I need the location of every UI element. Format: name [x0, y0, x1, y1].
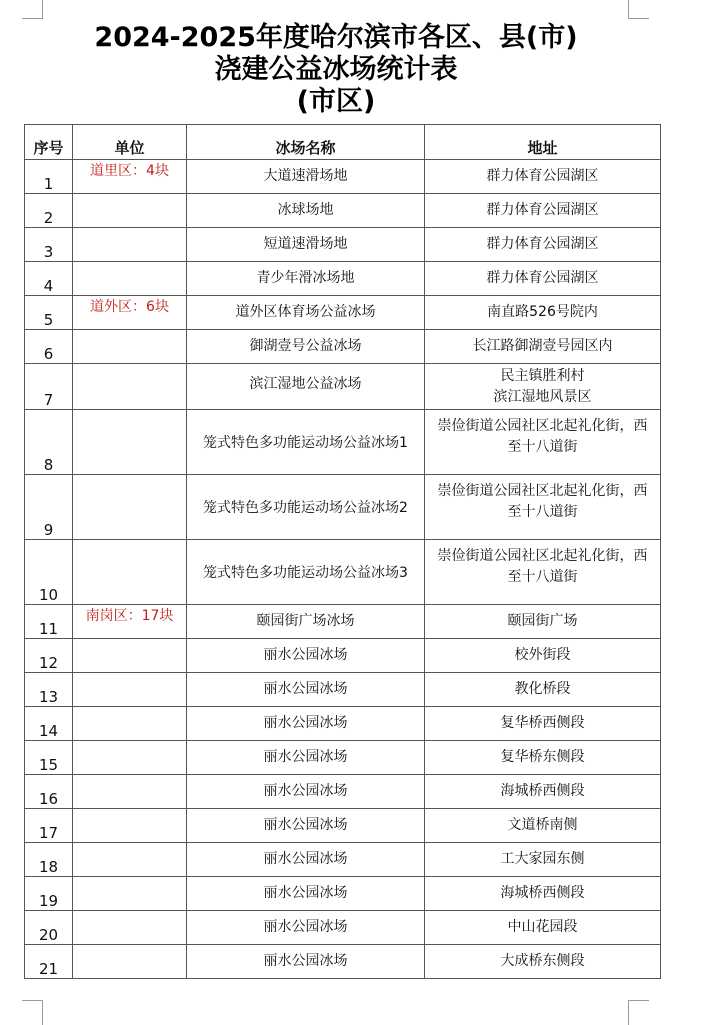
row-unit [73, 945, 187, 979]
table-row [25, 605, 661, 639]
table-row [25, 877, 661, 911]
header-unit: 单位 [73, 125, 187, 160]
row-address [425, 475, 661, 540]
table-row [25, 540, 661, 605]
row-serial-number: 17 [25, 809, 73, 843]
row-unit [73, 540, 187, 605]
row-address [425, 809, 661, 843]
crop-mark-top-right [628, 0, 649, 19]
row-address [425, 605, 661, 639]
address-line: 大成桥东侧段 [500, 953, 585, 969]
row-unit [73, 843, 187, 877]
row-serial-number: 20 [25, 911, 73, 945]
address-line: 至十八道街 [507, 439, 578, 455]
row-rink-name: 丽水公园冰场 [187, 707, 425, 741]
row-serial-number: 3 [25, 228, 73, 262]
table-row [25, 330, 661, 364]
address-line: 崇俭街道公园社区北起礼化街，西 [437, 418, 648, 434]
row-address [425, 540, 661, 605]
title-line-3: (市区) [296, 86, 376, 117]
row-unit: 道外区：6块 [73, 296, 187, 330]
row-address [425, 673, 661, 707]
row-unit [73, 475, 187, 540]
row-address [425, 228, 661, 262]
row-address [425, 296, 661, 330]
address-line: 群力体育公园湖区 [486, 270, 599, 286]
row-rink-name: 冰球场地 [187, 194, 425, 228]
row-serial-number: 9 [25, 475, 73, 540]
row-serial-number: 8 [25, 410, 73, 475]
row-rink-name: 青少年滑冰场地 [187, 262, 425, 296]
row-unit [73, 194, 187, 228]
address-line: 群力体育公园湖区 [486, 168, 599, 184]
table-row [25, 228, 661, 262]
row-unit: 南岗区：17块 [73, 605, 187, 639]
row-rink-name: 短道速滑场地 [187, 228, 425, 262]
crop-mark-bottom-left [22, 1000, 43, 1025]
row-rink-name: 丽水公园冰场 [187, 673, 425, 707]
table-body [25, 160, 661, 979]
row-rink-name: 笼式特色多功能运动场公益冰场3 [187, 540, 425, 605]
row-serial-number: 11 [25, 605, 73, 639]
address-line: 滨江湿地风景区 [493, 388, 592, 405]
row-unit [73, 877, 187, 911]
row-serial-number: 13 [25, 673, 73, 707]
row-rink-name: 丽水公园冰场 [187, 775, 425, 809]
row-unit [73, 775, 187, 809]
address-line: 崇俭街道公园社区北起礼化街，西 [437, 548, 648, 564]
row-address [425, 775, 661, 809]
address-line: 颐园街广场 [507, 613, 578, 629]
table-row [25, 673, 661, 707]
row-unit [73, 673, 187, 707]
row-unit [73, 911, 187, 945]
row-address [425, 843, 661, 877]
address-line: 至十八道街 [507, 504, 578, 520]
table-row [25, 296, 661, 330]
row-serial-number: 6 [25, 330, 73, 364]
address-line: 南直路526号院内 [487, 304, 598, 320]
row-rink-name: 御湖壹号公益冰场 [187, 330, 425, 364]
row-unit [73, 364, 187, 410]
row-rink-name: 大道速滑场地 [187, 160, 425, 194]
address-line: 海城桥西侧段 [500, 885, 585, 901]
address-line: 至十八道街 [507, 569, 578, 585]
title-line-1: 2024-2025年度哈尔滨市各区、县(市) [94, 22, 578, 53]
row-rink-name: 丽水公园冰场 [187, 639, 425, 673]
row-address [425, 160, 661, 194]
address-line: 校外街段 [514, 647, 571, 663]
row-serial-number: 18 [25, 843, 73, 877]
address-line: 民主镇胜利村 [500, 367, 585, 384]
row-serial-number: 7 [25, 364, 73, 410]
row-serial-number: 15 [25, 741, 73, 775]
row-address [425, 639, 661, 673]
row-rink-name: 道外区体育场公益冰场 [187, 296, 425, 330]
table-row [25, 843, 661, 877]
header-address: 地址 [425, 125, 661, 160]
table-row [25, 809, 661, 843]
table-header-row [25, 125, 661, 160]
address-line: 群力体育公园湖区 [486, 202, 599, 218]
row-rink-name: 丽水公园冰场 [187, 877, 425, 911]
table-row [25, 945, 661, 979]
crop-mark-bottom-right [628, 1000, 649, 1025]
row-rink-name: 滨江湿地公益冰场 [187, 364, 425, 410]
table-row [25, 364, 661, 410]
address-line: 长江路御湖壹号园区内 [472, 338, 613, 354]
title-line-2: 浇建公益冰场统计表 [214, 54, 458, 85]
row-rink-name: 笼式特色多功能运动场公益冰场1 [187, 410, 425, 475]
row-rink-name: 丽水公园冰场 [187, 945, 425, 979]
row-serial-number: 14 [25, 707, 73, 741]
table-row [25, 707, 661, 741]
table-row [25, 911, 661, 945]
row-serial-number: 16 [25, 775, 73, 809]
address-line: 海城桥西侧段 [500, 783, 585, 799]
address-line: 工大家园东侧 [500, 851, 585, 867]
crop-mark-top-left [22, 0, 43, 19]
address-line: 教化桥段 [514, 681, 571, 697]
table-row [25, 262, 661, 296]
row-serial-number: 5 [25, 296, 73, 330]
row-unit [73, 330, 187, 364]
row-address [425, 877, 661, 911]
address-line: 崇俭街道公园社区北起礼化街，西 [437, 483, 648, 499]
row-address [425, 707, 661, 741]
row-unit [73, 262, 187, 296]
row-address [425, 945, 661, 979]
row-unit [73, 639, 187, 673]
document-title [0, 22, 672, 118]
row-unit [73, 228, 187, 262]
row-address [425, 330, 661, 364]
table-row [25, 775, 661, 809]
row-serial-number: 1 [25, 160, 73, 194]
row-address [425, 194, 661, 228]
ice-rink-table [24, 124, 661, 979]
row-unit [73, 741, 187, 775]
row-serial-number: 2 [25, 194, 73, 228]
row-address [425, 364, 661, 410]
row-unit: 道里区：4块 [73, 160, 187, 194]
row-unit [73, 809, 187, 843]
row-serial-number: 19 [25, 877, 73, 911]
row-serial-number: 10 [25, 540, 73, 605]
row-address [425, 410, 661, 475]
row-address [425, 911, 661, 945]
row-rink-name: 笼式特色多功能运动场公益冰场2 [187, 475, 425, 540]
table-row [25, 160, 661, 194]
row-address [425, 262, 661, 296]
row-unit [73, 410, 187, 475]
row-rink-name: 丽水公园冰场 [187, 809, 425, 843]
address-line: 文道桥南侧 [507, 817, 578, 833]
table-row [25, 741, 661, 775]
row-rink-name: 丽水公园冰场 [187, 843, 425, 877]
row-address [425, 741, 661, 775]
address-line: 复华桥西侧段 [500, 715, 585, 731]
table-row [25, 194, 661, 228]
table-row [25, 475, 661, 540]
row-serial-number: 21 [25, 945, 73, 979]
table-row [25, 410, 661, 475]
header-rink-name: 冰场名称 [187, 125, 425, 160]
address-line: 群力体育公园湖区 [486, 236, 599, 252]
row-rink-name: 丽水公园冰场 [187, 911, 425, 945]
header-serial-number: 序号 [25, 125, 73, 160]
row-rink-name: 颐园街广场冰场 [187, 605, 425, 639]
address-line: 复华桥东侧段 [500, 749, 585, 765]
row-rink-name: 丽水公园冰场 [187, 741, 425, 775]
row-unit [73, 707, 187, 741]
row-serial-number: 12 [25, 639, 73, 673]
address-line: 中山花园段 [507, 919, 578, 935]
table-row [25, 639, 661, 673]
row-serial-number: 4 [25, 262, 73, 296]
